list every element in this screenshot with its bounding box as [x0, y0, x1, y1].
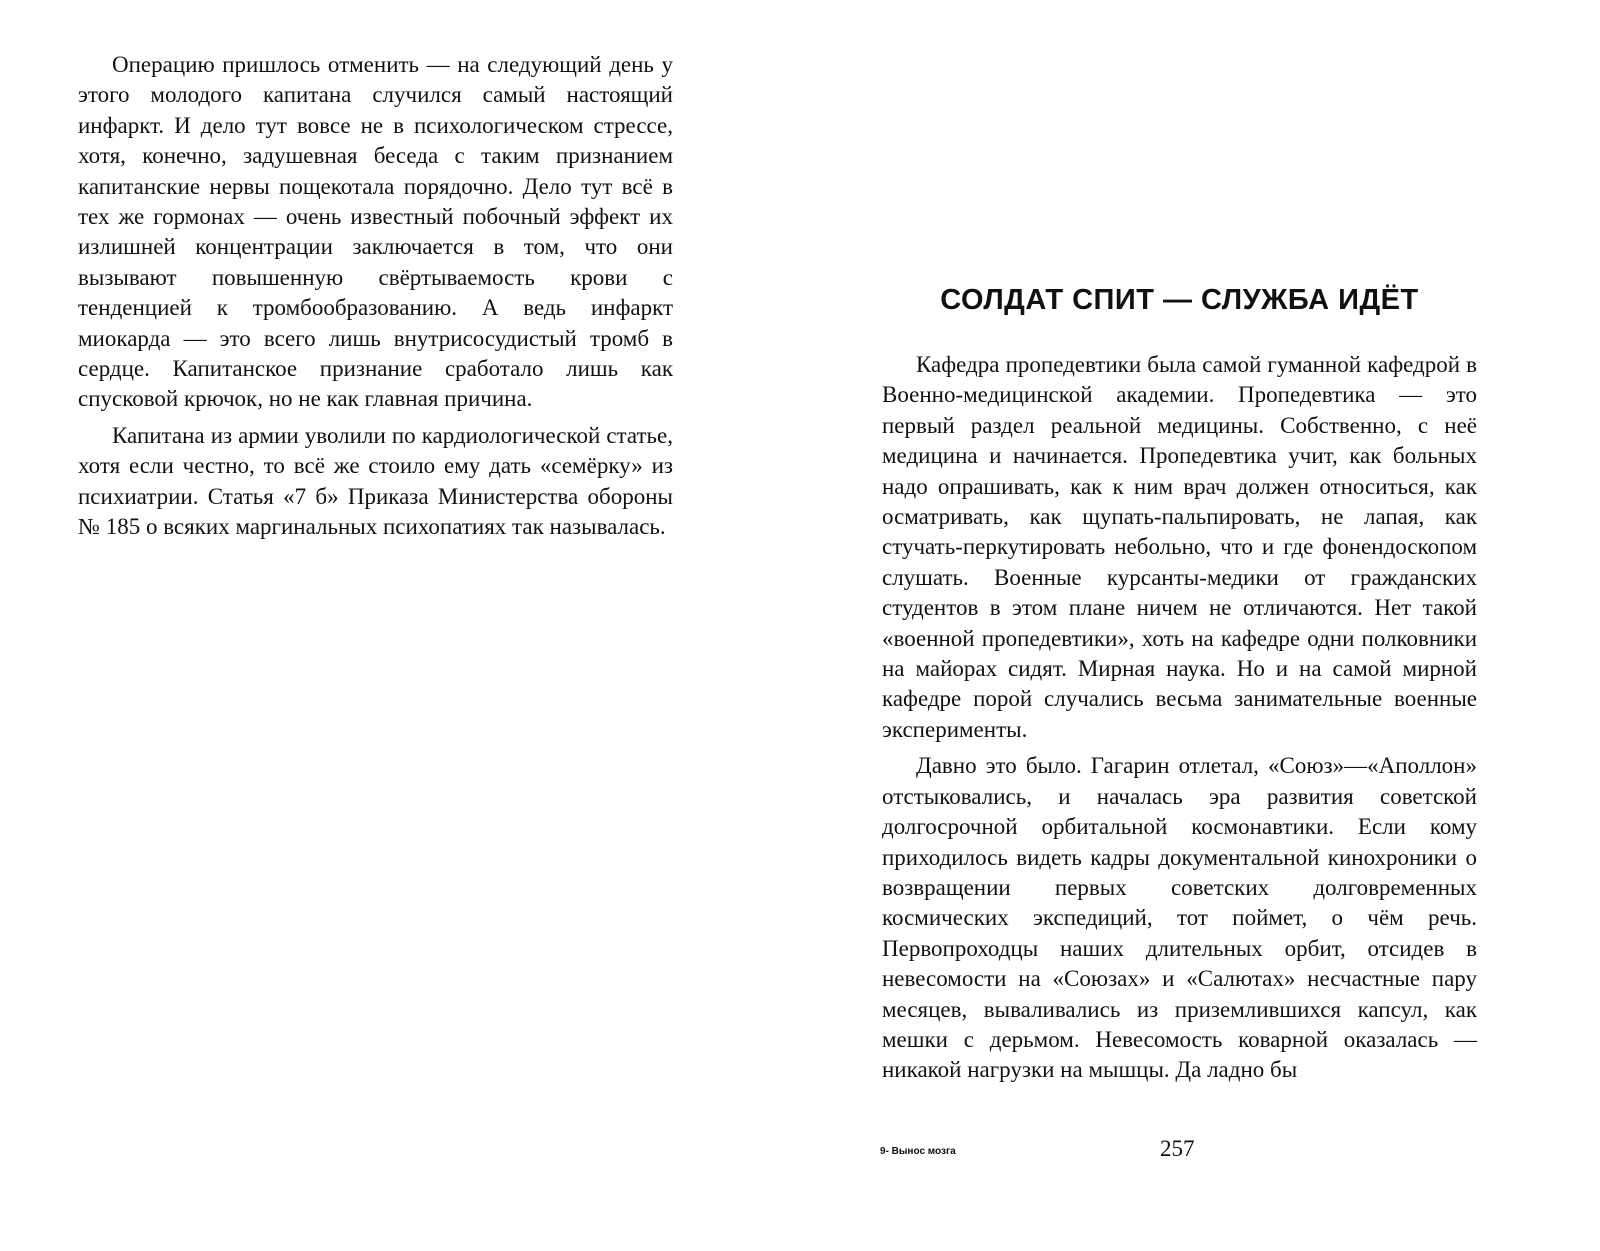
- footer-signature: 9- Вынос мозга: [880, 1146, 956, 1157]
- right-page: [790, 0, 1600, 1251]
- right-paragraph-1: Кафедра пропедевтики была самой гуманной кафедрой в Военно-медицинской академии. Пропедевтика — это первый раздел реальной медицины. Собственно, с неё медицина и начинается. Пропедевтика учит, как больных надо опрашивать, как к ним врач должен относиться, как осматривать, как щупать-пальпировать, не лапая, как стучать-перкутировать небольно, что и где фонендоскопом слушать. Военные курсанты-медики от гражданских студентов в этом плане ничем не отличаются. Нет такой «военной пропедевтики», хоть на кафедре одни полковники на майорах сидят. Мирная наука. Но и на самой мирной кафедре порой случались весьма занимательные военные эксперименты.: [882, 352, 1477, 742]
- chapter-title: СОЛДАТ СПИТ — СЛУЖБА ИДЁТ: [940, 284, 1419, 316]
- right-paragraph-2: Давно это было. Гагарин отлетал, «Союз»—«Аполлон» отстыковались, и началась эра развития советской долгосрочной орбитальной космонавтики. Если кому приходилось видеть кадры документальной кинохроники о возвращении первых советских долговременных космических экспедиций, тот поймет, о чём речь. Первопроходцы наших длительных орбит, отсидев в невесомости на «Союзах» и «Салютах» несчастные пару месяцев, вываливались из приземлившихся капсул, как мешки с дерьмом. Невесомость коварной оказалась — никакой нагрузки на мышцы. Да ладно бы: [882, 753, 1477, 1083]
- right-text-column: [882, 350, 1477, 1092]
- page-number: 257: [1160, 1136, 1195, 1161]
- left-paragraph-1: Операцию пришлось отменить — на следующий день у этого молодого капитана случился самый настоящий инфаркт. И дело тут вовсе не в психологическом стрессе, хотя, конечно, задушевная беседа с таким признанием капитанские нервы пощекотала порядочно. Дело тут всё в тех же гормонах — очень известный побочный эффект их излишней концентрации заключается в том, что они вызывают повышенную свёртываемость крови с тенденцией к тромбообразованию. А ведь инфаркт миокарда — это всего лишь внутрисосудистый тромб в сердце. Капитанское признание сработало лишь как спусковой крючок, но не как главная причина.: [78, 52, 673, 412]
- left-page: [0, 0, 790, 1251]
- left-text-column: [78, 50, 673, 549]
- left-paragraph-2: Капитана из армии уволили по кардиологической статье, хотя если честно, то всё же стоило ему дать «семёрку» из психиатрии. Статья «7 б» Приказа Министерства обороны № 185 о всяких маргинальных психопатиях так называлась.: [78, 422, 673, 540]
